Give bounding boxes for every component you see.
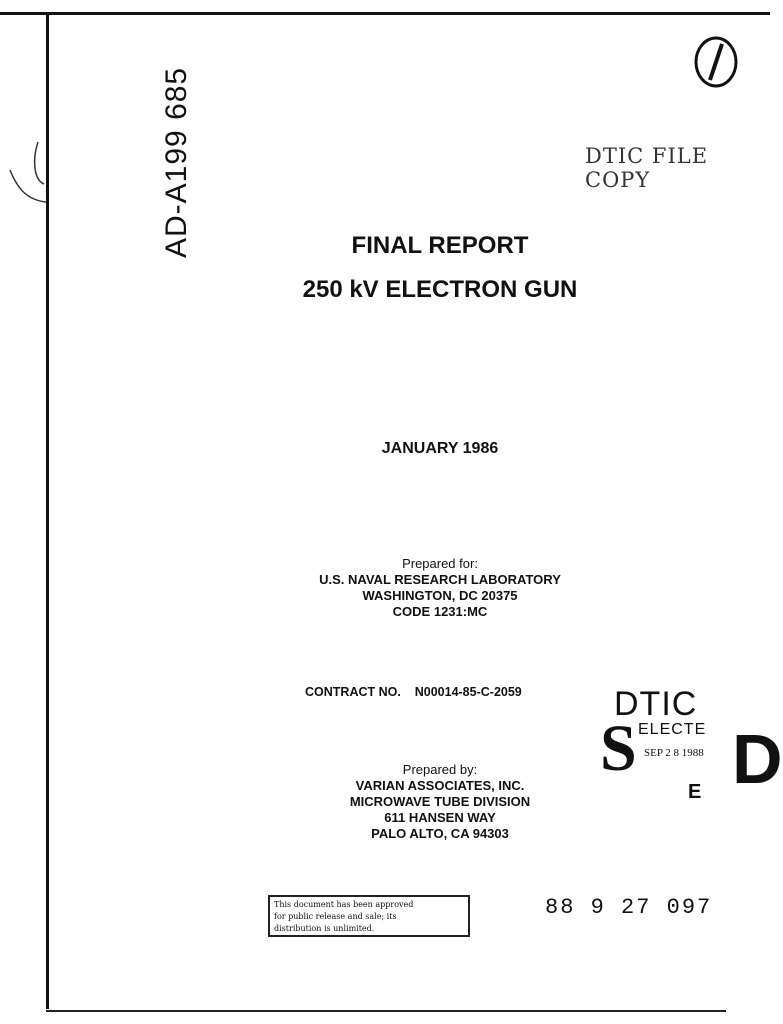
contract-label: CONTRACT NO. xyxy=(305,685,401,699)
prepared-by-block xyxy=(240,762,640,842)
dtic-title: DTIC xyxy=(614,685,698,723)
report-title-line1: FINAL REPORT xyxy=(351,232,529,259)
approval-line1: This document has been approved xyxy=(274,900,414,909)
tracking-number: 88 9 27 097 xyxy=(545,895,713,920)
prepared-for-org: U.S. NAVAL RESEARCH LABORATORY xyxy=(319,572,561,587)
margin-scribble xyxy=(8,140,48,220)
corner-handwritten-mark xyxy=(688,34,744,101)
dtic-status: ELECTE xyxy=(638,721,707,738)
prepared-for-block xyxy=(240,556,640,620)
bottom-border-line xyxy=(46,1010,726,1012)
prepared-by-division: MICROWAVE TUBE DIVISION xyxy=(349,794,531,809)
approval-line2: for public release and sale; its xyxy=(274,912,397,921)
prepared-by-label: Prepared by: xyxy=(402,762,478,777)
prepared-by-company: VARIAN ASSOCIATES, INC. xyxy=(355,778,525,793)
prepared-by-city: PALO ALTO, CA 94303 xyxy=(371,826,509,841)
dtic-right-letter: D xyxy=(732,720,783,798)
file-copy-stamp: DTIC FILE COPY xyxy=(585,144,709,192)
approval-line3: distribution is unlimited. xyxy=(274,924,375,933)
dtic-bottom-letter: E xyxy=(688,781,702,803)
prepared-for-city: WASHINGTON, DC 20375 xyxy=(362,588,518,603)
prepared-by-street: 611 HANSEN WAY xyxy=(384,810,496,825)
report-date: JANUARY 1986 xyxy=(381,440,499,457)
top-border-line xyxy=(0,12,770,15)
prepared-for-label: Prepared for: xyxy=(402,556,478,571)
approval-notice-box xyxy=(268,895,470,937)
report-title-line2: 250 kV ELECTRON GUN xyxy=(302,276,578,303)
prepared-for-code: CODE 1231:MC xyxy=(392,604,488,619)
dtic-date: SEP 2 8 1988 xyxy=(644,747,704,759)
contract-number: N00014-85-C-2059 xyxy=(414,685,522,699)
contract-line xyxy=(305,685,522,699)
dtic-electe-stamp xyxy=(600,685,783,820)
dtic-left-letter: S xyxy=(600,712,637,785)
accession-number: AD-A199 685 xyxy=(160,66,193,258)
